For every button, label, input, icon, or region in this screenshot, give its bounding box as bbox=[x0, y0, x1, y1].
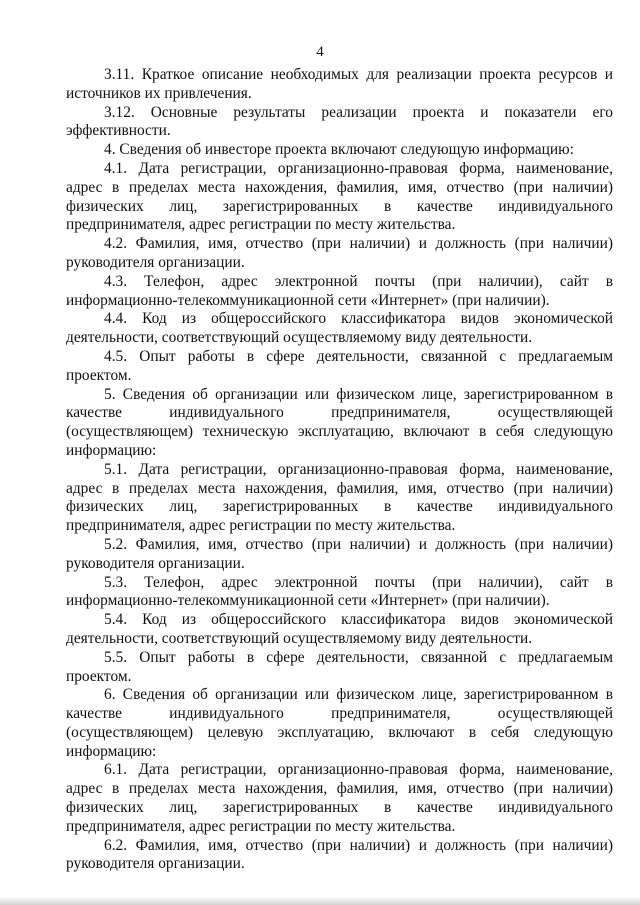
scan-edge bbox=[0, 897, 640, 905]
paragraph-6-1: 6.1. Дата регистрации, организационно-правовая форма, наименование, адрес в пределах места нахождения, фамилия, имя, отчество (при наличии) физических лиц, зарегистрированных в качестве индивидуального предпринимателя, адрес регистрации по месту жительства. bbox=[66, 761, 613, 835]
document-body bbox=[66, 66, 613, 874]
paragraph-3-12: 3.12. Основные результаты реализации проекта и показатели его эффективности. bbox=[66, 103, 613, 140]
paragraph-5-3: 5.3. Телефон, адрес электронной почты (при наличии), сайт в информационно-телекоммуникационной сети «Интернет» (при наличии). bbox=[66, 573, 613, 610]
paragraph-5-5: 5.5. Опыт работы в сфере деятельности, связанной с предлагаемым проектом. bbox=[66, 648, 613, 685]
paragraph-4-3: 4.3. Телефон, адрес электронной почты (при наличии), сайт в информационно-телекоммуникационной сети «Интернет» (при наличии). bbox=[66, 272, 613, 309]
paragraph-5-4: 5.4. Код из общероссийского классификатора видов экономической деятельности, соответствующий осуществляемому виду деятельности. bbox=[66, 611, 613, 647]
paragraph-4-2: 4.2. Фамилия, имя, отчество (при наличии) и должность (при наличии) руководителя организации. bbox=[66, 235, 613, 271]
paragraph-4-4: 4.4. Код из общероссийского классификатора видов экономической деятельности, соответствующий осуществляемому виду деятельности. bbox=[66, 310, 613, 347]
paragraph-4: 4. Сведения об инвесторе проекта включают следующую информацию: bbox=[104, 141, 574, 159]
paragraph-4-1: 4.1. Дата регистрации, организационно-правовая форма, наименование, адрес в пределах места нахождения, фамилия, имя, отчество (при наличии) физических лиц, зарегистрированных в качестве индивидуального предпринимателя, адрес регистрации по месту жительства. bbox=[66, 159, 613, 234]
paragraph-3-11: 3.11. Краткое описание необходимых для реализации проекта ресурсов и источников их привлечения. bbox=[66, 66, 613, 102]
paragraph-5-1: 5.1. Дата регистрации, организационно-правовая форма, наименование, адрес в пределах места нахождения, фамилия, имя, отчество (при наличии) физических лиц, зарегистрированных в качестве индивидуального предпринимателя, адрес регистрации по месту жительства. bbox=[66, 460, 613, 535]
page-number: 4 bbox=[316, 44, 324, 60]
paragraph-5: 5. Сведения об организации или физическом лице, зарегистрированном в качестве индивидуального предпринимателя, осуществляющей (осуществляющем) техническую эксплуатацию, включают в себя следующую информацию: bbox=[66, 385, 613, 459]
paragraph-5-2: 5.2. Фамилия, имя, отчество (при наличии) и должность (при наличии) руководителя организации. bbox=[66, 535, 613, 572]
paragraph-6-2: 6.2. Фамилия, имя, отчество (при наличии) и должность (при наличии) руководителя организации. bbox=[66, 836, 613, 873]
paragraph-4-5: 4.5. Опыт работы в сфере деятельности, связанной с предлагаемым проектом. bbox=[66, 347, 613, 384]
paragraph-6: 6. Сведения об организации или физическом лице, зарегистрированном в качестве индивидуального предпринимателя, осуществляющей (осуществляющем) целевую эксплуатацию, включают в себя следующую информацию: bbox=[66, 686, 613, 760]
